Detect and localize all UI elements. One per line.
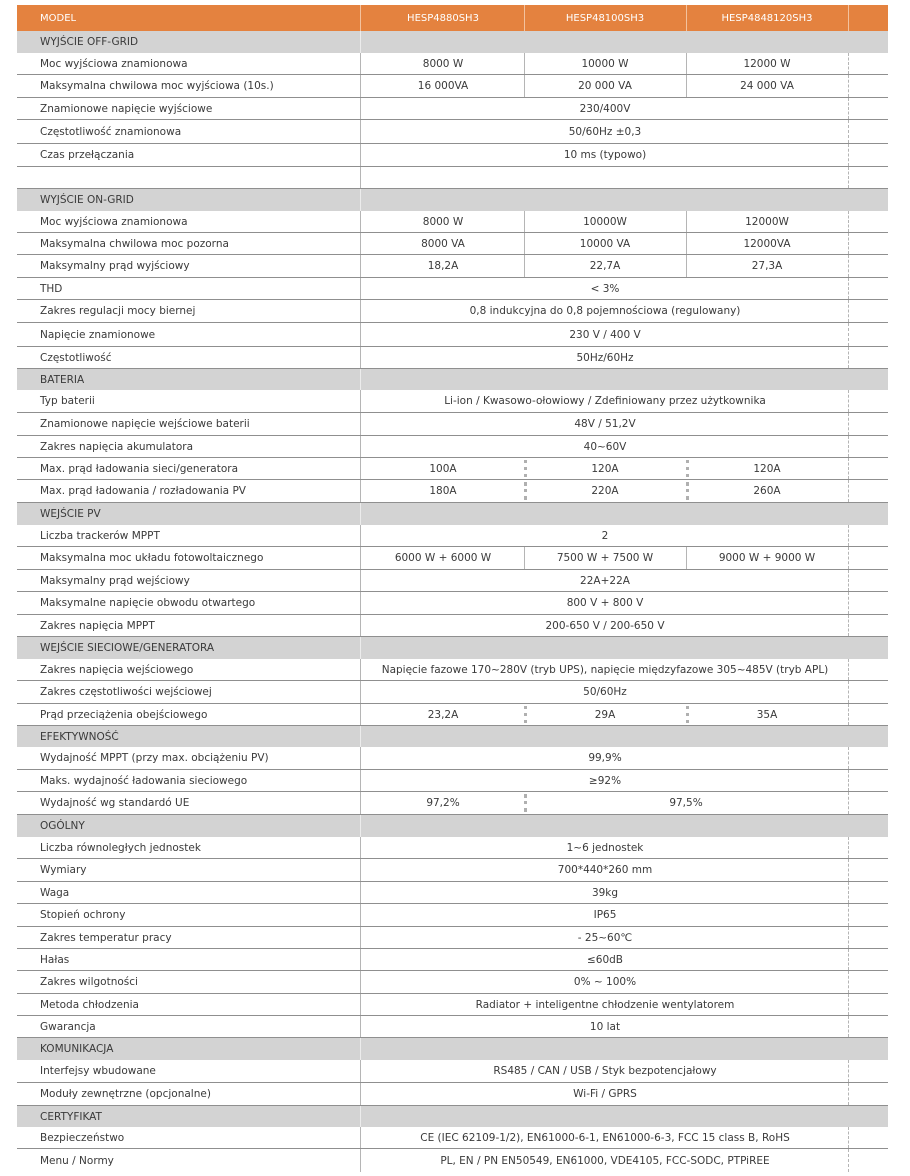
column-divider [524, 233, 525, 254]
spec-row [17, 98, 888, 120]
column-divider [360, 770, 361, 791]
section-header [17, 31, 888, 53]
spec-value: Li-ion / Kwasowo-ołowiowy / Zdefiniowany przez użytkownika [444, 395, 766, 407]
spec-value: 18,2A [427, 260, 459, 272]
spec-value: - 25~60℃ [577, 931, 633, 944]
column-divider [686, 706, 689, 723]
section-header [17, 726, 888, 747]
spec-value: 230 V / 400 V [569, 328, 641, 341]
spec-value: 100A [429, 462, 457, 475]
column-divider [360, 1083, 361, 1105]
spec-value: 50/60Hz [583, 686, 627, 698]
column-divider [848, 615, 849, 636]
spec-row [17, 323, 888, 347]
spec-row [17, 994, 888, 1016]
spec-row [17, 904, 888, 927]
spec-row [17, 859, 888, 882]
column-divider [524, 75, 525, 97]
column-divider [360, 255, 361, 277]
spec-label: Znamionowe napięcie wyjściowe [40, 102, 213, 115]
column-divider [848, 300, 849, 322]
spec-value: 23,2A [427, 708, 459, 721]
spec-value: 1~6 jednostek [566, 841, 644, 854]
spec-label: Moduły zewnętrzne (opcjonalne) [40, 1088, 211, 1100]
spec-value: 220A [591, 485, 619, 497]
spec-value: 97,2% [426, 797, 460, 809]
section-title: BATERIA [40, 373, 85, 386]
column-divider [848, 255, 849, 277]
spec-label: Czas przełączania [40, 149, 135, 161]
spec-label: Zakres regulacji mocy biernej [40, 305, 196, 317]
column-divider [360, 144, 361, 166]
column-divider [848, 570, 849, 591]
spec-label: Zakres częstotliwości wejściowej [40, 686, 212, 698]
spec-value: 27,3A [751, 260, 783, 272]
column-divider [360, 120, 361, 143]
column-divider [524, 547, 525, 569]
spec-label: Waga [40, 886, 70, 899]
section-title: OGÓLNY [40, 820, 85, 832]
spec-value: 10000W [583, 215, 627, 228]
column-divider [848, 120, 849, 143]
spec-row [17, 547, 888, 570]
column-divider [360, 592, 361, 614]
spec-value: 0,8 indukcyjna do 0,8 pojemnościowa (regulowany) [469, 305, 741, 317]
spec-label: Max. prąd ładowania / rozładowania PV [40, 485, 246, 497]
spec-value: 12000W [745, 215, 789, 228]
column-divider [848, 1016, 849, 1037]
column-divider [360, 233, 361, 254]
column-divider [848, 747, 849, 769]
spec-value: 260A [753, 485, 781, 497]
column-divider [360, 480, 361, 502]
column-divider [360, 994, 361, 1015]
spec-row [17, 255, 888, 278]
spec-row [17, 480, 888, 503]
column-divider [360, 570, 361, 591]
spec-value: 10 ms (typowo) [563, 149, 647, 161]
column-divider [360, 31, 361, 53]
column-divider [360, 859, 361, 881]
spec-value: 10000 W [581, 57, 629, 70]
spec-row [17, 413, 888, 436]
section-header [17, 1038, 888, 1060]
section-header [17, 369, 888, 390]
column-divider [848, 167, 849, 188]
column-divider [848, 75, 849, 97]
column-divider [360, 98, 361, 119]
column-divider [848, 837, 849, 858]
column-divider [848, 547, 849, 569]
spec-value: 7500 W + 7500 W [556, 552, 654, 564]
column-divider [360, 413, 361, 435]
spec-label: Maksymalne napięcie obwodu otwartego [40, 597, 256, 609]
spec-label: Zakres napięcia MPPT [40, 619, 155, 632]
spec-value: 50Hz/60Hz [576, 351, 634, 364]
spec-value: Napięcie fazowe 170~280V (tryb UPS), napięcie międzyfazowe 305~485V (tryb APL) [381, 663, 829, 676]
model-label: MODEL [40, 12, 77, 24]
section-title: WYJŚCIE ON-GRID [40, 194, 134, 206]
column-divider [686, 5, 687, 31]
spec-value: CE (IEC 62109-1/2), EN61000-6-1, EN61000-6-3, FCC 15 class B, RoHS [420, 1131, 790, 1144]
spec-row [17, 659, 888, 681]
column-divider [848, 904, 849, 926]
column-divider [360, 369, 361, 390]
spec-value: 8000 W [422, 215, 464, 228]
column-divider [360, 525, 361, 546]
column-divider [360, 792, 361, 814]
column-divider [686, 211, 687, 232]
column-divider [848, 1060, 849, 1082]
column-divider [360, 882, 361, 903]
spec-row [17, 704, 888, 726]
spec-label: Liczba trackerów MPPT [40, 529, 160, 542]
column-divider [848, 1127, 849, 1148]
column-divider [848, 681, 849, 703]
spec-row [17, 837, 888, 859]
spec-label: Zakres napięcia akumulatora [40, 440, 194, 453]
section-title: WEJŚCIE PV [40, 508, 101, 520]
spec-label: Znamionowe napięcie wejściowe baterii [40, 418, 250, 430]
column-divider [848, 882, 849, 903]
spec-label: Maks. wydajność ładowania sieciowego [40, 774, 248, 787]
section-header [17, 637, 888, 659]
spec-label: Hałas [40, 953, 70, 966]
column-divider [848, 480, 849, 502]
column-divider [848, 770, 849, 791]
spec-label: Metoda chłodzenia [40, 998, 139, 1011]
table-header [17, 5, 888, 31]
spec-label: Maksymalny prąd wyjściowy [40, 260, 190, 272]
column-divider [360, 747, 361, 769]
spec-value: 35A [756, 708, 778, 721]
column-divider [360, 323, 361, 346]
column-divider [524, 482, 527, 500]
column-divider [686, 482, 689, 500]
column-divider [524, 460, 527, 477]
spec-value: ≤60dB [586, 953, 624, 966]
spec-value: 2 [601, 529, 609, 542]
spec-value: 99,9% [588, 752, 622, 764]
spec-label: Prąd przeciążenia obejściowego [40, 708, 208, 721]
spec-value: 40~60V [583, 440, 627, 453]
column-divider [360, 53, 361, 74]
spec-label: Wydajność wg standardó UE [40, 797, 190, 809]
spec-value: 50/60Hz ±0,3 [568, 125, 642, 138]
column-divider [524, 53, 525, 74]
spec-row [17, 971, 888, 994]
column-divider [848, 525, 849, 546]
column-divider [360, 503, 361, 525]
spec-label: Interfejsy wbudowane [40, 1065, 156, 1077]
spec-row [17, 747, 888, 770]
column-divider [848, 5, 849, 31]
spec-value: 10 lat [589, 1020, 621, 1033]
section-title: CERTYFIKAT [40, 1110, 102, 1123]
section-header [17, 503, 888, 525]
section-title: EFEKTYWNOŚĆ [40, 730, 119, 743]
column-divider [848, 792, 849, 814]
spec-value: 200-650 V / 200-650 V [545, 619, 665, 632]
column-divider [686, 460, 689, 477]
column-divider [360, 1149, 361, 1172]
spec-label: Menu / Normy [40, 1154, 114, 1167]
spec-value: 8000 VA [421, 237, 465, 250]
spec-row [17, 211, 888, 233]
spec-label: Wydajność MPPT (przy max. obciążeniu PV) [40, 752, 269, 764]
spec-value: 0% ~ 100% [573, 976, 637, 988]
spec-value: 22A+22A [580, 574, 630, 587]
column-divider [360, 458, 361, 479]
column-divider [524, 255, 525, 277]
spec-value: 97,5% [669, 797, 703, 809]
spec-value: 800 V + 800 V [566, 597, 644, 609]
column-divider [848, 1149, 849, 1172]
spec-table [17, 5, 888, 1172]
column-divider [360, 1038, 361, 1060]
spec-value: 9000 W + 9000 W [718, 552, 816, 564]
column-divider [360, 949, 361, 970]
spec-label: Bezpieczeństwo [40, 1131, 125, 1144]
spec-value: 120A [591, 462, 619, 475]
column-divider [360, 211, 361, 232]
column-divider [524, 211, 525, 232]
column-divider [848, 949, 849, 970]
spec-row [17, 1127, 888, 1149]
column-divider [360, 615, 361, 636]
spec-value: 6000 W + 6000 W [394, 552, 492, 564]
column-divider [848, 53, 849, 74]
column-divider [360, 547, 361, 569]
column-divider [686, 255, 687, 277]
spec-value: 24 000 VA [740, 80, 794, 92]
column-divider [360, 278, 361, 299]
spec-row [17, 300, 888, 323]
spec-label: Wymiary [40, 864, 87, 876]
spec-row [17, 949, 888, 971]
spec-row [17, 120, 888, 144]
column-divider [360, 637, 361, 659]
spec-value [362, 167, 848, 188]
spec-label: Maksymalny prąd wejściowy [40, 574, 190, 587]
spec-label: Zakres wilgotności [40, 976, 138, 988]
column-divider [360, 5, 361, 31]
spec-value: 10000 VA [579, 237, 631, 250]
column-divider [524, 706, 527, 723]
spec-row [17, 770, 888, 792]
section-title: WYJŚCIE OFF-GRID [40, 36, 139, 48]
spec-label: Częstotliwość znamionowa [40, 125, 182, 138]
spec-value: ≥92% [588, 774, 622, 787]
spec-row [17, 390, 888, 413]
spec-value: IP65 [593, 909, 617, 921]
spec-value: Radiator + inteligentne chłodzenie wentylatorem [475, 998, 735, 1011]
column-divider [848, 413, 849, 435]
spec-row [17, 75, 888, 98]
column-divider [686, 75, 687, 97]
column-divider [360, 436, 361, 457]
spec-value: 180A [429, 485, 457, 497]
column-divider [848, 390, 849, 412]
spec-label: Moc wyjściowa znamionowa [40, 57, 188, 70]
column-divider [848, 971, 849, 993]
column-divider [524, 794, 527, 812]
column-divider [360, 167, 361, 188]
spec-row [17, 233, 888, 255]
spec-value: 12000VA [743, 237, 791, 250]
spec-value: 12000 W [743, 57, 791, 70]
column-divider [360, 1060, 361, 1082]
spec-row [17, 792, 888, 815]
spec-value: 29A [594, 708, 616, 721]
column-divider [848, 1083, 849, 1105]
spec-row [17, 167, 888, 189]
spec-row [17, 458, 888, 480]
column-divider [848, 144, 849, 166]
spec-value: 48V / 51,2V [574, 418, 636, 430]
spec-row [17, 1083, 888, 1106]
model-name: HESP48100SH3 [565, 12, 645, 24]
column-divider [360, 904, 361, 926]
spec-label: Napięcie znamionowe [40, 328, 156, 341]
spec-row [17, 882, 888, 904]
spec-label: Liczba równoległych jednostek [40, 841, 201, 854]
column-divider [848, 436, 849, 457]
spec-label: Zakres napięcia wejściowego [40, 663, 194, 676]
spec-label: Częstotliwość [40, 351, 112, 364]
spec-value: PL, EN / PN EN50549, EN61000, VDE4105, FCC-SODC, PTPiREE [440, 1154, 770, 1167]
spec-row [17, 347, 888, 369]
column-divider [686, 53, 687, 74]
spec-row [17, 278, 888, 300]
section-header [17, 1106, 888, 1127]
spec-row [17, 615, 888, 637]
column-divider [360, 726, 361, 747]
spec-label: Typ baterii [40, 395, 95, 407]
spec-row [17, 525, 888, 547]
spec-value: 120A [753, 462, 781, 475]
column-divider [848, 211, 849, 232]
column-divider [848, 659, 849, 680]
spec-row [17, 436, 888, 458]
column-divider [848, 704, 849, 725]
spec-value: RS485 / CAN / USB / Styk bezpotencjałowy [493, 1065, 717, 1077]
column-divider [360, 927, 361, 948]
spec-label: Moc wyjściowa znamionowa [40, 215, 188, 228]
column-divider [360, 300, 361, 322]
column-divider [848, 98, 849, 119]
spec-row [17, 1149, 888, 1172]
model-name: HESP4848120SH3 [721, 12, 813, 24]
spec-row [17, 144, 888, 167]
column-divider [848, 278, 849, 299]
spec-row [17, 1060, 888, 1083]
column-divider [360, 1106, 361, 1127]
spec-row [17, 53, 888, 75]
column-divider [360, 681, 361, 703]
spec-label: Zakres temperatur pracy [40, 931, 172, 944]
column-divider [848, 592, 849, 614]
column-divider [360, 1127, 361, 1148]
section-header [17, 189, 888, 211]
column-divider [848, 323, 849, 346]
column-divider [360, 971, 361, 993]
spec-row [17, 927, 888, 949]
column-divider [848, 927, 849, 948]
spec-row [17, 570, 888, 592]
spec-value: 700*440*260 mm [557, 864, 653, 876]
spec-label: Gwarancja [40, 1020, 96, 1033]
spec-label: Max. prąd ładowania sieci/generatora [40, 462, 239, 475]
spec-value: 22,7A [589, 260, 621, 272]
column-divider [360, 1016, 361, 1037]
section-header [17, 815, 888, 837]
spec-row [17, 681, 888, 704]
column-divider [360, 347, 361, 368]
column-divider [360, 659, 361, 680]
spec-value: 8000 W [422, 57, 464, 70]
spec-label: Stopień ochrony [40, 909, 126, 921]
column-divider [360, 390, 361, 412]
spec-row [17, 592, 888, 615]
spec-label: Maksymalna chwilowa moc wyjściowa (10s.) [40, 80, 274, 92]
column-divider [360, 837, 361, 858]
spec-row [17, 1016, 888, 1038]
spec-value: 16 000VA [417, 80, 469, 92]
column-divider [686, 547, 687, 569]
section-title: KOMUNIKACJA [40, 1043, 114, 1055]
column-divider [848, 994, 849, 1015]
column-divider [686, 233, 687, 254]
column-divider [360, 75, 361, 97]
spec-value: Wi-Fi / GPRS [573, 1088, 637, 1100]
column-divider [848, 347, 849, 368]
column-divider [360, 815, 361, 837]
spec-label: Maksymalna chwilowa moc pozorna [40, 237, 229, 250]
column-divider [848, 458, 849, 479]
section-title: WEJŚCIE SIECIOWE/GENERATORA [40, 642, 215, 654]
spec-value: 39kg [591, 886, 619, 899]
column-divider [360, 189, 361, 211]
model-name: HESP4880SH3 [407, 12, 479, 24]
spec-label: THD [40, 282, 63, 295]
column-divider [848, 233, 849, 254]
spec-value: 20 000 VA [578, 80, 632, 92]
spec-value: < 3% [590, 282, 620, 295]
spec-label: Maksymalna moc układu fotowoltaicznego [40, 552, 264, 564]
column-divider [360, 704, 361, 725]
spec-value: 230/400V [579, 102, 631, 115]
column-divider [848, 859, 849, 881]
column-divider [524, 5, 525, 31]
